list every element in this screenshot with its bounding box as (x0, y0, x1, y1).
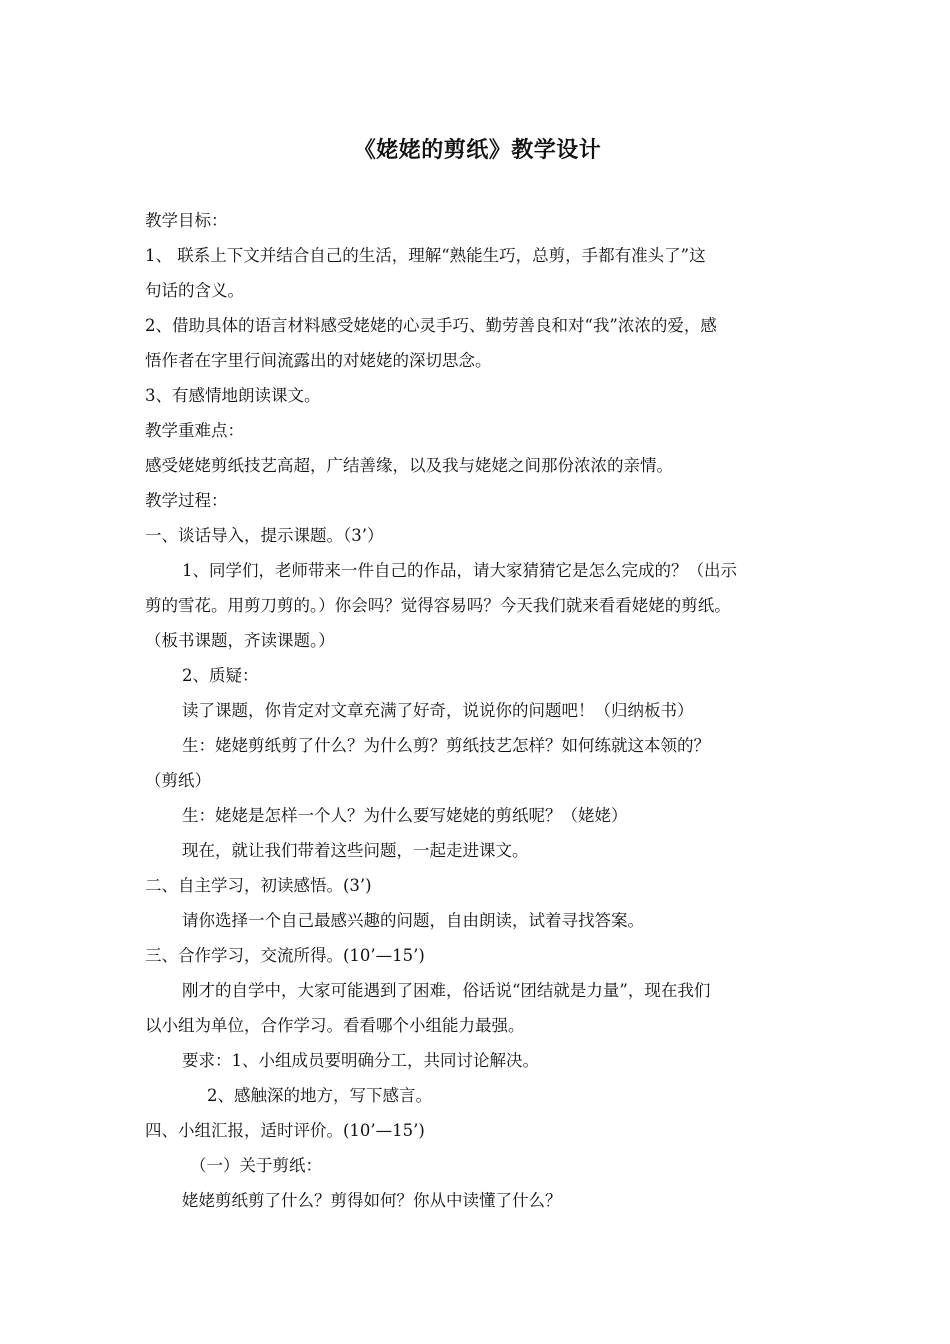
objective-2-line-1: 2、借助具体的语言材料感受姥姥的心灵手巧、勤劳善良和对“我”浓浓的爱，感 (145, 316, 717, 335)
student-question-1-line-2: （剪纸） (145, 771, 211, 790)
heading-key-points: 教学重难点： (145, 421, 244, 440)
document-title: 《姥姥的剪纸》教学设计 (353, 137, 602, 163)
section-4-heading: 四、小组汇报，适时评价。(10’—15’) (145, 1121, 425, 1140)
document-page (145, 134, 810, 1218)
objective-2-line-2: 悟作者在字里行间流露出的对姥姥的深切思念。 (145, 351, 492, 370)
section-1-heading: 一、谈话导入，提示课题。（3’） (145, 526, 384, 545)
heading-process: 教学过程： (145, 491, 228, 510)
section-1-prompt: 读了课题，你肯定对文章充满了好奇，说说你的问题吧！（归纳板书） (182, 701, 694, 720)
section-2-heading: 二、自主学习，初读感悟。(3’) (145, 876, 372, 895)
section-1-item-1-line-2: 剪的雪花。用剪刀剪的。）你会吗？觉得容易吗？今天我们就来看看姥姥的剪纸。 (145, 596, 731, 615)
objective-1-line-1: 1、 联系上下文并结合自己的生活，理解“熟能生巧，总剪，手都有准头了”这 (145, 246, 706, 265)
student-question-1-line-1: 生：姥姥剪纸剪了什么？为什么剪？剪纸技艺怎样？如何练就这本领的？ (182, 736, 710, 755)
section-3-requirement-2: 2、感触深的地方，写下感言。 (207, 1086, 432, 1105)
section-3-heading: 三、合作学习，交流所得。(10’—15’) (145, 946, 425, 965)
section-1-item-1-line-3: （板书课题，齐读课题。） (145, 631, 335, 650)
section-1-closing: 现在，就让我们带着这些问题，一起走进课文。 (182, 841, 529, 860)
section-4-subheading: （一）关于剪纸： (190, 1156, 322, 1175)
section-3-requirement-1: 要求：1、小组成员要明确分工，共同讨论解决。 (182, 1051, 539, 1070)
section-2-text: 请你选择一个自己最感兴趣的问题，自由朗读，试着寻找答案。 (182, 911, 644, 930)
student-question-2: 生：姥姥是怎样一个人？为什么要写姥姥的剪纸呢？（姥姥） (182, 806, 628, 825)
section-4-question: 姥姥剪纸剪了什么？剪得如何？你从中读懂了什么？ (182, 1191, 562, 1210)
objective-3: 3、有感情地朗读课文。 (145, 386, 321, 405)
key-points-text: 感受姥姥剪纸技艺高超，广结善缘，以及我与姥姥之间那份浓浓的亲情。 (145, 456, 673, 475)
section-3-text-line-2: 以小组为单位，合作学习。看看哪个小组能力最强。 (145, 1016, 525, 1035)
section-1-item-1-line-1: 1、同学们，老师带来一件自己的作品，请大家猜猜它是怎么完成的？（出示 (182, 561, 737, 580)
section-3-text-line-1: 刚才的自学中，大家可能遇到了困难，俗话说“团结就是力量”，现在我们 (182, 981, 711, 1000)
heading-objectives: 教学目标： (145, 211, 228, 230)
objective-1-line-2: 句话的含义。 (145, 281, 244, 300)
section-1-item-2: 2、质疑： (182, 666, 259, 685)
